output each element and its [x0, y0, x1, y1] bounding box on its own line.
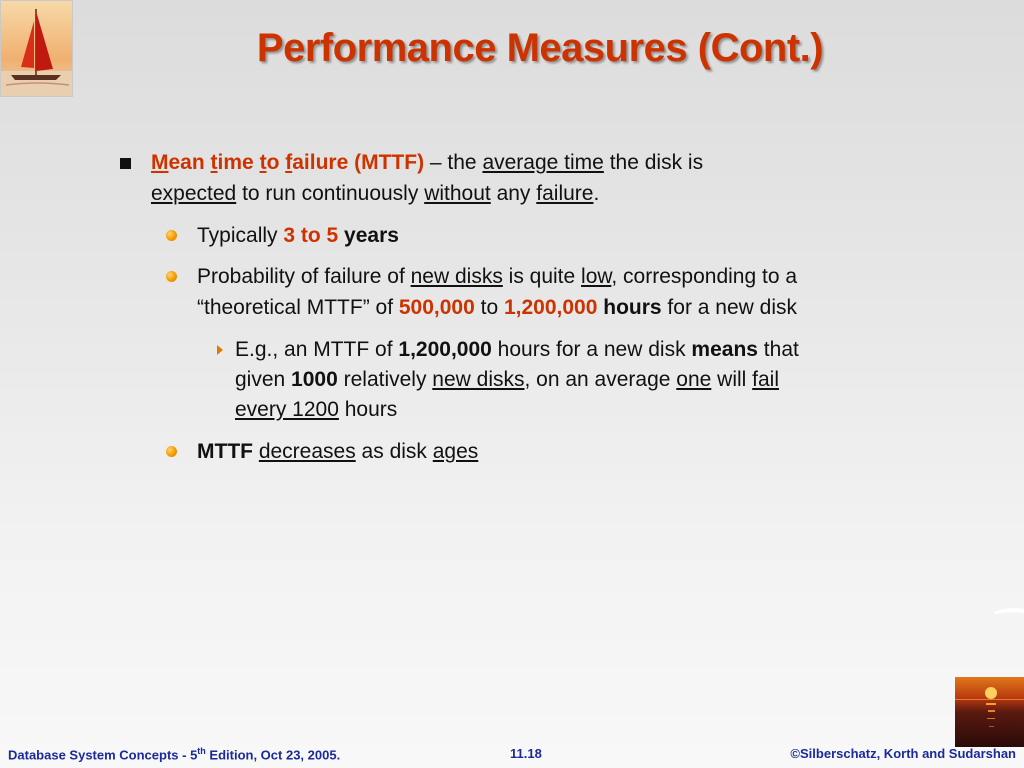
round-bullet-icon [166, 230, 177, 241]
round-bullet-icon [166, 446, 177, 457]
subsubbullet-example-line1: E.g., an MTTF of 1,200,000 hours for a new disk means that [235, 338, 799, 361]
subsubbullet-example-line2: given 1000 relatively new disks, on an average one will fail [235, 368, 780, 391]
subbullet-probability-line1: Probability of failure of new disks is quite low, corresponding to a [197, 265, 798, 288]
sunset-image [955, 677, 1024, 747]
bullet-mttf-line1: Mean time to failure (MTTF) – the average time the disk is [151, 151, 704, 174]
slide-title: Performance Measures (Cont.) [256, 26, 824, 70]
subsubbullet-example-line3: every 1200 hours [235, 398, 398, 421]
decorative-swoosh [994, 604, 1024, 618]
subbullet-typically: Typically 3 to 5 years [197, 224, 399, 247]
square-bullet-icon [120, 158, 131, 169]
footer-page-number: 11.18 [510, 746, 542, 761]
arrow-bullet-icon [217, 345, 223, 355]
footer-copyright: ©Silberschatz, Korth and Sudarshan [790, 746, 1016, 761]
round-bullet-icon [166, 271, 177, 282]
subbullet-mttf-decreases: MTTF decreases as disk ages [197, 440, 479, 463]
bullet-mttf-line2: expected to run continuously without any failure. [151, 182, 600, 205]
subbullet-probability-line2: “theoretical MTTF” of 500,000 to 1,200,000 hours for a new disk [197, 296, 797, 319]
footer-left: Database System Concepts - 5th Edition, Oct 23, 2005. [8, 746, 341, 763]
